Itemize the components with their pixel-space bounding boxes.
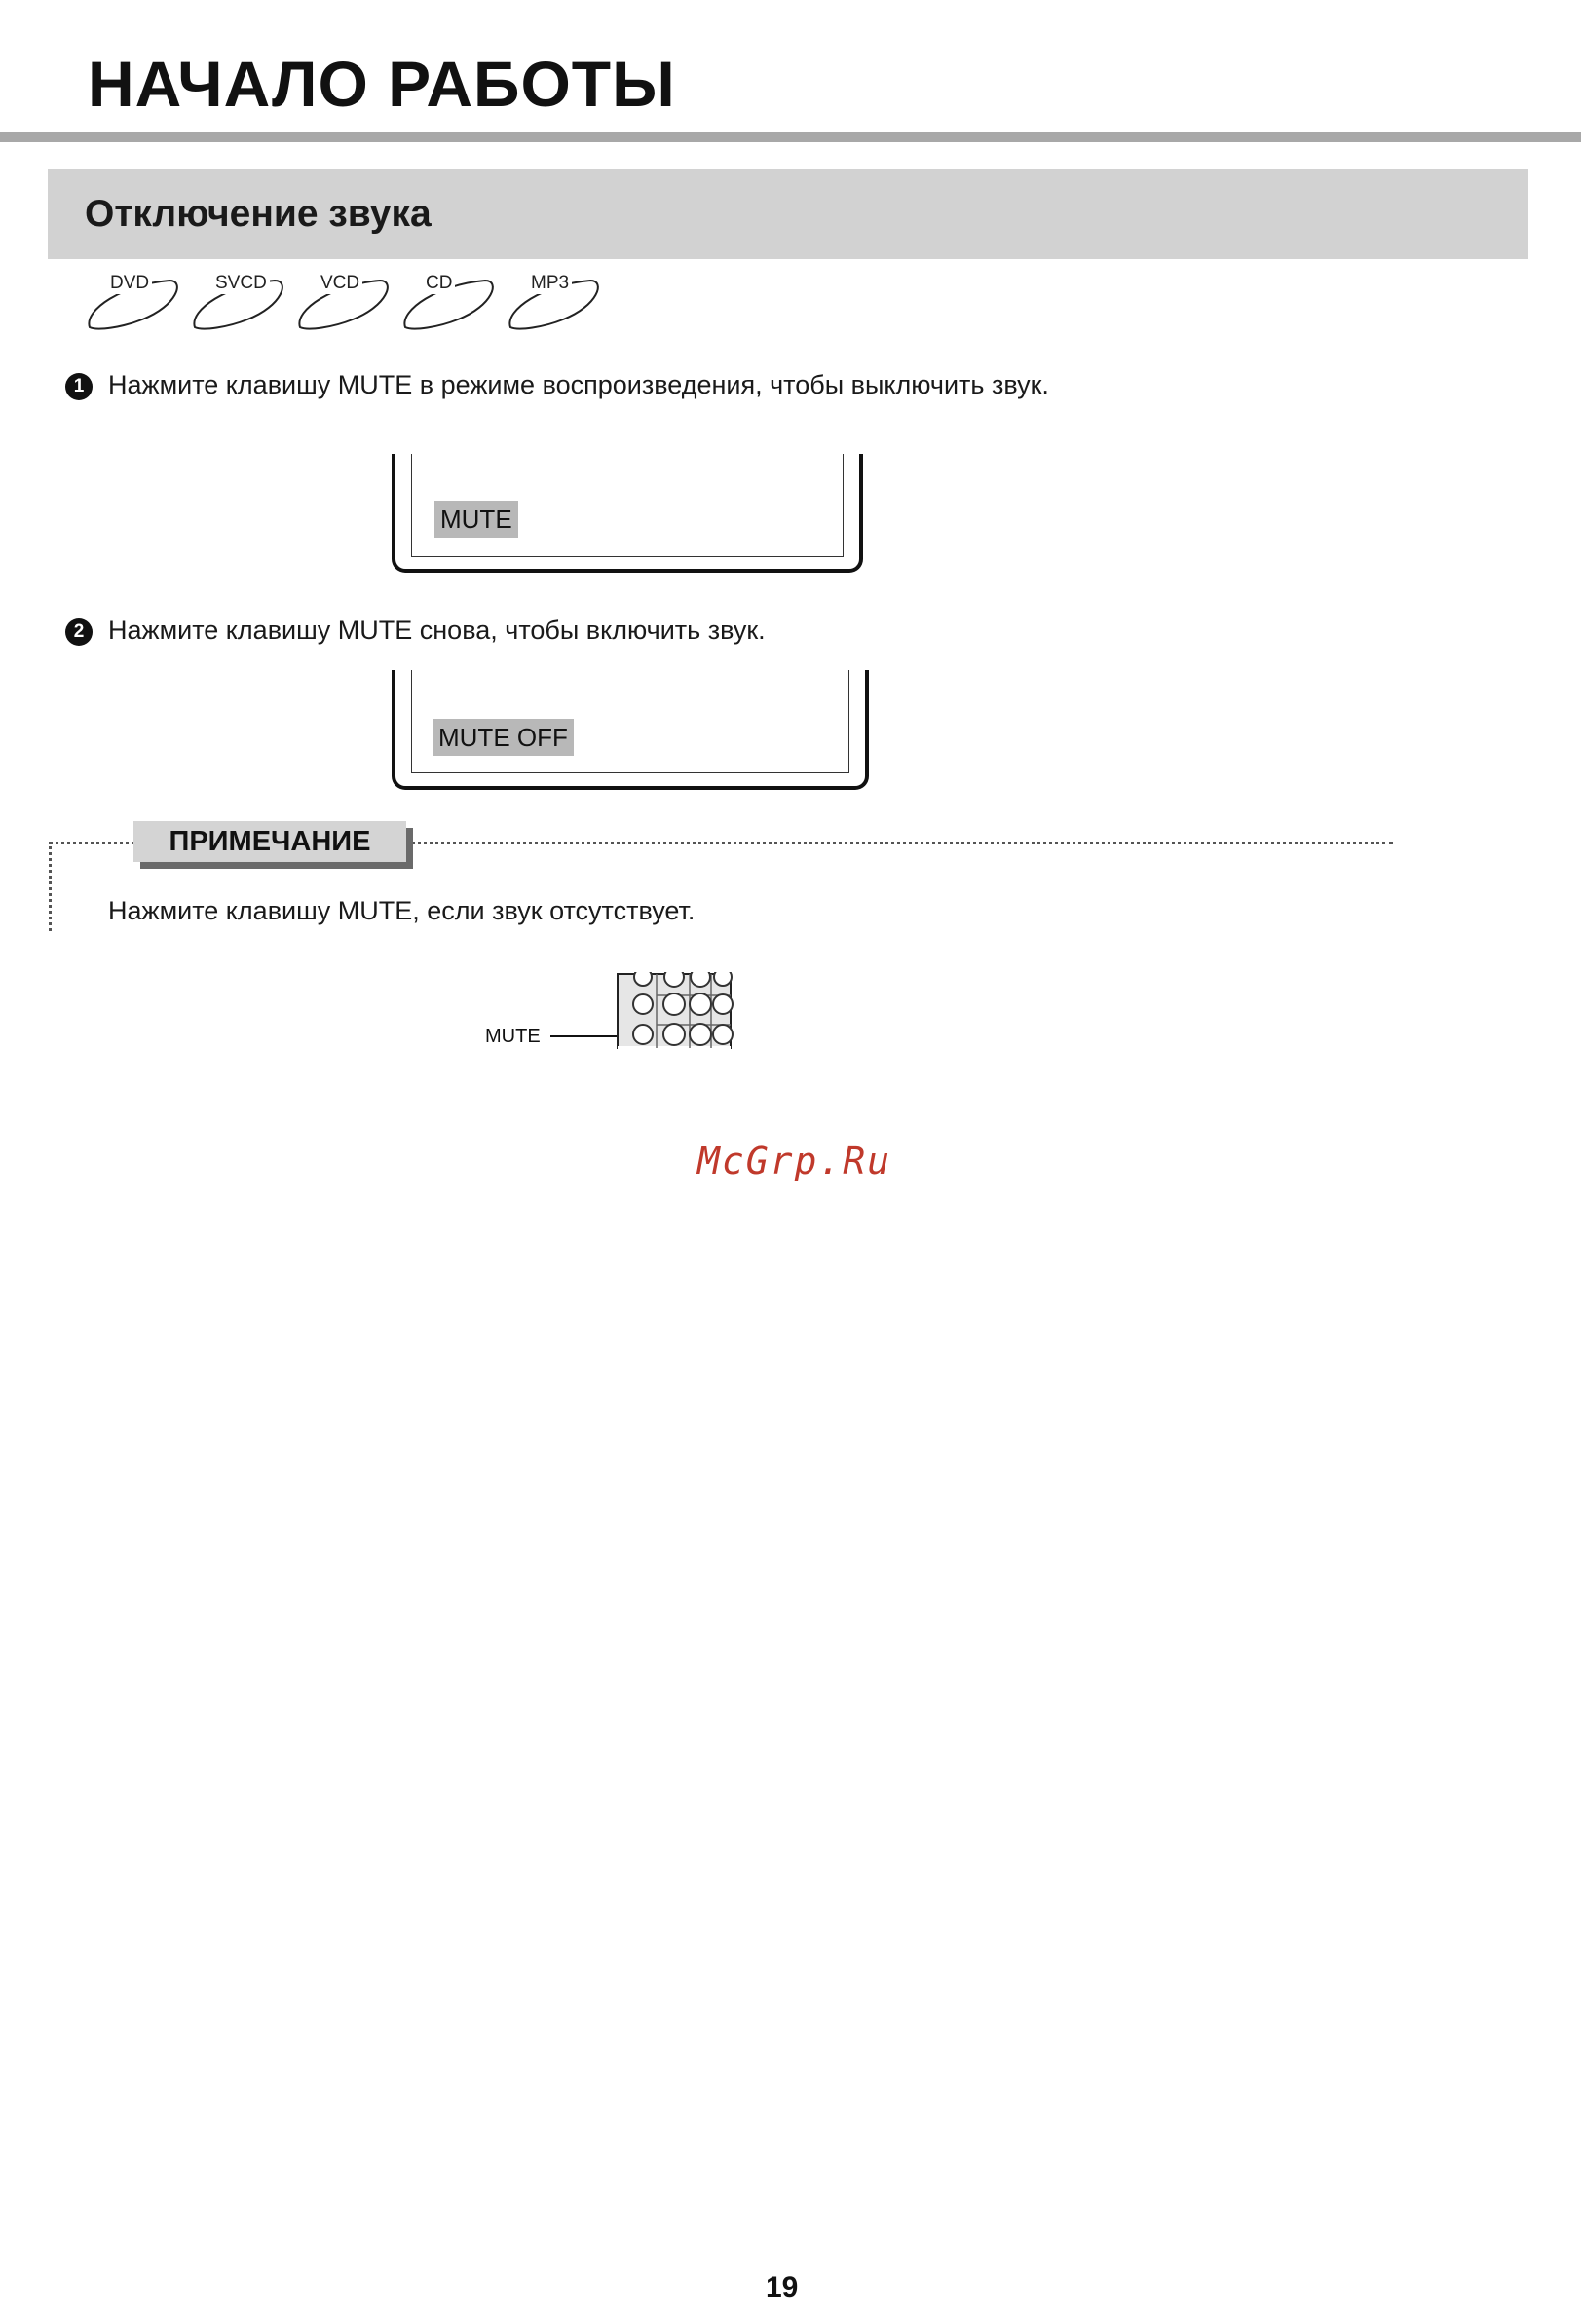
disc-label: CD bbox=[423, 273, 455, 294]
disc-label: DVD bbox=[107, 273, 152, 294]
disc-label: SVCD bbox=[212, 273, 270, 294]
osd-mute-off-label: MUTE OFF bbox=[433, 719, 574, 756]
section-band bbox=[48, 169, 1528, 259]
disc-badge-dvd bbox=[84, 271, 185, 333]
disc-badge-vcd bbox=[294, 271, 395, 333]
osd-screen-1 bbox=[392, 454, 863, 573]
note-tab bbox=[133, 821, 406, 862]
remote-control-keypad bbox=[546, 972, 779, 1050]
disc-label: VCD bbox=[318, 273, 362, 294]
step-number-2: 2 bbox=[65, 618, 93, 646]
mute-button bbox=[633, 1025, 653, 1044]
osd-screen-2 bbox=[392, 670, 869, 790]
step-number-1: 1 bbox=[65, 373, 93, 400]
page-number: 19 bbox=[766, 2271, 799, 2304]
note-dotted-border-left bbox=[49, 842, 52, 931]
watermark: McGrp.Ru bbox=[697, 1140, 892, 1182]
section-title: Отключение звука bbox=[85, 193, 432, 235]
disc-badge-mp3 bbox=[505, 271, 606, 333]
disc-badge-svcd bbox=[189, 271, 290, 333]
disc-badge-cd bbox=[399, 271, 501, 333]
osd-mute-label: MUTE bbox=[434, 501, 518, 538]
note-label: ПРИМЕЧАНИЕ bbox=[169, 826, 371, 857]
note-text: Нажмите клавишу MUTE, если звук отсутствует. bbox=[108, 896, 696, 925]
header-rule bbox=[0, 132, 1581, 142]
keypad-buttons bbox=[633, 972, 733, 1045]
step-text-2: Нажмите клавишу MUTE снова, чтобы включить звук. bbox=[108, 616, 766, 645]
page-title: НАЧАЛО РАБОТЫ bbox=[88, 48, 676, 120]
mute-callout-label: MUTE bbox=[485, 1026, 541, 1047]
step-text-1: Нажмите клавишу MUTE в режиме воспроизведения, чтобы выключить звук. bbox=[108, 370, 1049, 399]
disc-label: MP3 bbox=[528, 273, 572, 294]
